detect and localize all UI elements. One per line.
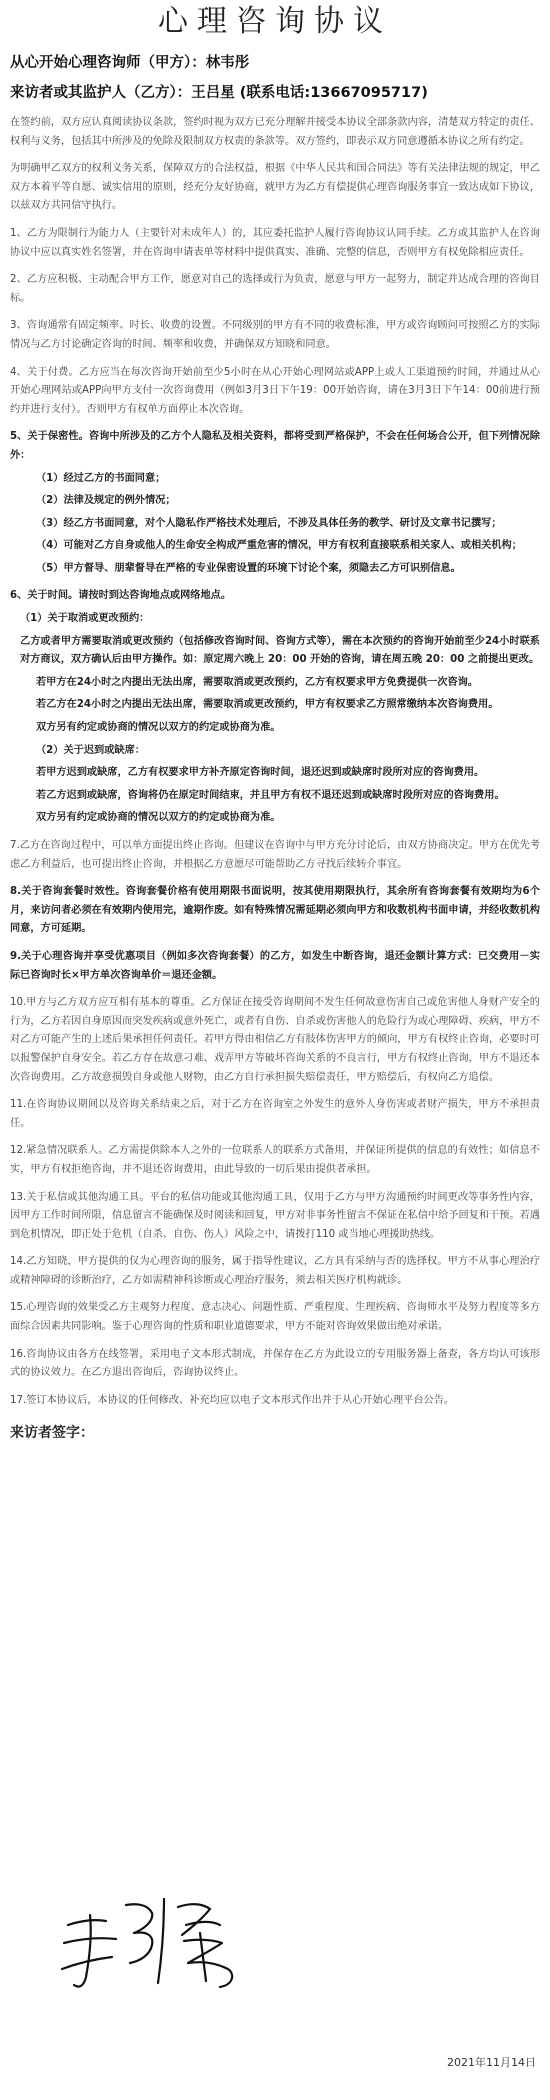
clause-5-item-1: （1）经过乙方的书面同意； [36,472,166,484]
clause-5-item-3: （3）经乙方书面同意，对个人隐私作严格技术处理后，不涉及具体任务的教学、研讨及文章书记撰写； [36,517,502,529]
clause-5-item-4: （4）可能对乙方自身或他人的生命安全构成严重危害的情况，甲方有权利直接联系相关家人、或相关机构； [36,540,522,552]
clause-5-item-5: （5）甲方督导、朋辈督导在严格的专业保密设置的环境下讨论个案，须隐去乙方可识别信息。 [36,562,461,574]
page-title: 心理咨询协议 [158,4,392,39]
party-b-line: 来访者或其监护人（乙方）：王吕星 (联系电话:13667095717) [10,85,428,101]
clause-8: 8.关于咨询套餐时效性。咨询套餐价格有使用期限书面说明，按其使用期限执行，其余所有咨询套餐有效期均为6个月，来访问者必须在有效期内使用完，逾期作废。如有特殊情况需延期必须向甲方和收数机构书面申请，并经收数机构同意，方可延期。 [10,886,540,935]
clause-6-sub-1: （1）关于取消或更改预约： [20,613,150,625]
clause-16: 16.咨询协议由各方在线签署，采用电子文本形式制成，并保存在乙方为此设立的专用服务器上备查，各方均认可该形式的协议效力。在乙方退出咨询后，咨询协议终止。 [10,1348,540,1379]
clause-3: 3、咨询通常有固定频率、时长、收费的设置。不同级别的甲方有不同的收费标准，甲方或咨询顾问可按照乙方的实际情况与乙方讨论确定咨询的时间、频率和收费，并确保双方知晓和同意。 [10,320,540,350]
clause-14: 14.乙方知晓，甲方提供的仅为心理咨询的服务，属于指导性建议，乙方具有采纳与否的选择权。甲方不从事心理治疗或精神障碍的诊断治疗，乙方如需精神科诊断或心理治疗服务，须去相关医疗机构就诊。 [10,1256,540,1286]
clause-7: 7.乙方在咨询过程中，可以单方面提出终止咨询。但建议在咨询中与甲方充分讨论后，由双方协商决定。甲方在优先考虑乙方利益后，也可提出终止咨询，并根据乙方意愿尽可能帮助乙方寻找后续转介事宜。 [10,840,540,870]
clause-4: 4、关于付费。乙方应当在每次咨询开始前至少5小时在从心开始心理网站或APP上或人工渠道预约时间，并通过从心开始心理网站或APP向甲方支付一次咨询费用（例如3月3日下午19：00开始咨询，请在3月3日下午14：00前进行预约并进行支付）。否则甲方有权单方面停止本次咨询。 [10,366,540,415]
party-a-line: 从心开始心理咨询师（甲方）：林韦彤 [10,55,250,71]
clause-6-sub-2-party-b: 若乙方迟到或缺席，咨询将仍在原定时间结束，并且甲方有权不退还迟到或缺席时段所对应的咨询费用。 [36,789,505,801]
clause-6-sub-2-party-a: 若甲方迟到或缺席，乙方有权要求甲方补齐原定咨询时间，退还迟到或缺席时段所对应的咨询费用。 [36,767,485,779]
clause-10: 10.甲方与乙方双方应互相有基本的尊重。乙方保证在接受咨询期间不发生任何故意伤害自己或危害他人身财产安全的行为，乙方若因自身原因而突发疾病或意外死亡，或者有自伤、自杀或伤害他人的危险行为或心理障碍、疾病，甲方不对乙方可能产生的上述后果承担任何责任。若甲方得由相信乙方有肢体伤害甲方的倾向，甲方有权终止咨询，必要时可以报警保护自身安全。若乙方存在故意刁难、戏弄甲方等破坏咨询关系的不良言行，甲方有权终止咨询，甲方不退还本次咨询费用。乙方故意损毁自身或他人财物，由乙方自行承担损失赔偿责任，甲方赔偿后，有权向乙方追偿。 [10,997,540,1083]
clause-6-sub-1-party-a: 若甲方在24小时之内提出无法出席，需要取消或更改预约，乙方有权要求甲方免费提供一次咨询。 [36,676,479,688]
handwritten-signature [60,1885,260,1995]
clause-13: 13.关于私信或其他沟通工具。平台的私信功能或其他沟通工具，仅用于乙方与甲方沟通预约时间更改等事务性内容，因甲方工作时间所限，信息留言不能确保及时阅读和回复，甲方对非事务性留言不保证在私信中给予回复和干预。若遇到危机情况，即正处于危机（自杀、自伤、伤人）风险之中，请拨打110 或当地心理援助热线。 [10,1191,540,1240]
clause-5: 5、关于保密性。咨询中所涉及的乙方个人隐私及相关资料，都将受到严格保护，不会在任何场合公开，但下列情况除外： [10,431,540,461]
clause-6: 6、关于时间。请按时到达咨询地点或网络地点。 [10,590,232,602]
clause-6-sub-1-party-b: 若乙方在24小时之内提出无法出席，需要取消或更改预约，甲方有权要求乙方照常缴纳本次咨询费用。 [36,699,499,711]
agreement-body [10,114,540,1410]
clause-11: 11.在咨询协议期间以及咨询关系结束之后，对于乙方在咨询室之外发生的意外人身伤害或者财产损失，甲方不承担责任。 [10,1099,540,1129]
clause-17: 17.签订本协议后，本协议的任何修改、补充均应以电子文本形式作出并于从心开始心理平台公告。 [10,1394,455,1406]
clause-6-sub-2: （2）关于迟到或缺席： [36,744,145,756]
clause-9: 9.关于心理咨询并享受优惠项目（例如多次咨询套餐）的乙方，如发生中断咨询，退还金额计算方式：已交费用－实际已咨询时长×甲方单次咨询单价＝退还金额。 [10,950,540,981]
signing-date: 2021年11月14日 [447,2056,536,2069]
preamble-paragraph: 在签约前，双方应认真阅读协议条款，签约时视为双方已充分理解并接受本协议全部条款内容，清楚双方特定的责任、权利与义务，包括其中所涉及的免除及限制双方权责的条款等。双方签约，即表示双方同意遵循本协议之所有约定。 [10,117,540,147]
clause-15: 15.心理咨询的效果受乙方主观努力程度、意志决心、问题性质、严重程度、生理疾病、咨询师水平及努力程度等多方面综合因素共同影响。鉴于心理咨询的性质和职业道德要求，甲方不能对咨询效果做出绝对承诺。 [10,1302,540,1333]
clause-6-sub-1-note: 双方另有约定或协商的情况以双方的约定或协商为准。 [36,722,281,734]
clause-6-sub-2-note: 双方另有约定或协商的情况以双方的约定或协商为准。 [36,812,281,824]
clause-5-item-2: （2）法律及规定的例外情况； [36,495,176,507]
signature-label: 来访者签字： [10,1425,94,1442]
clause-12: 12.紧急情况联系人。乙方需提供除本人之外的一位联系人的联系方式备用，并保证所提供的信息的有效性；如信息不实，甲方有权拒绝咨询，并不退还咨询费用，由此导致的一切后果由提供者承担。 [10,1145,540,1175]
clause-1: 1、乙方为限制行为能力人（主要针对未成年人）的，其应委托监护人履行咨询协议认同手续。乙方或其监护人在咨询协议中应以真实姓名签署，并在咨询申请表单等材料中提供真实、准确、完整的信息，否则甲方有权免除相应责任。 [10,227,540,258]
basis-paragraph: 为明确甲乙双方的权利义务关系，保障双方的合法权益，根据《中华人民共和国合同法》等有关法律法规的规定，甲乙双方本着平等自愿、诚实信用的原则，经充分友好协商，就甲方为乙方有偿提供心理咨询服务事宜一致达成如下协议，以兹双方共同信守执行。 [10,163,540,212]
clause-2: 2、乙方应积极、主动配合甲方工作，愿意对自己的选择或行为负责，愿意与甲方一起努力，制定并达成合理的咨询目标。 [10,274,540,304]
clause-6-sub-1-text: 乙方或者甲方需要取消或更改预约（包括修改咨询时间、咨询方式等），需在本次预约的咨询开始前至少24小时联系对方商议，双方确认后由甲方操作。如：原定周六晚上 20：00 开始的咨询，请在周五晚 20：00 之前提出更改。 [20,635,540,666]
